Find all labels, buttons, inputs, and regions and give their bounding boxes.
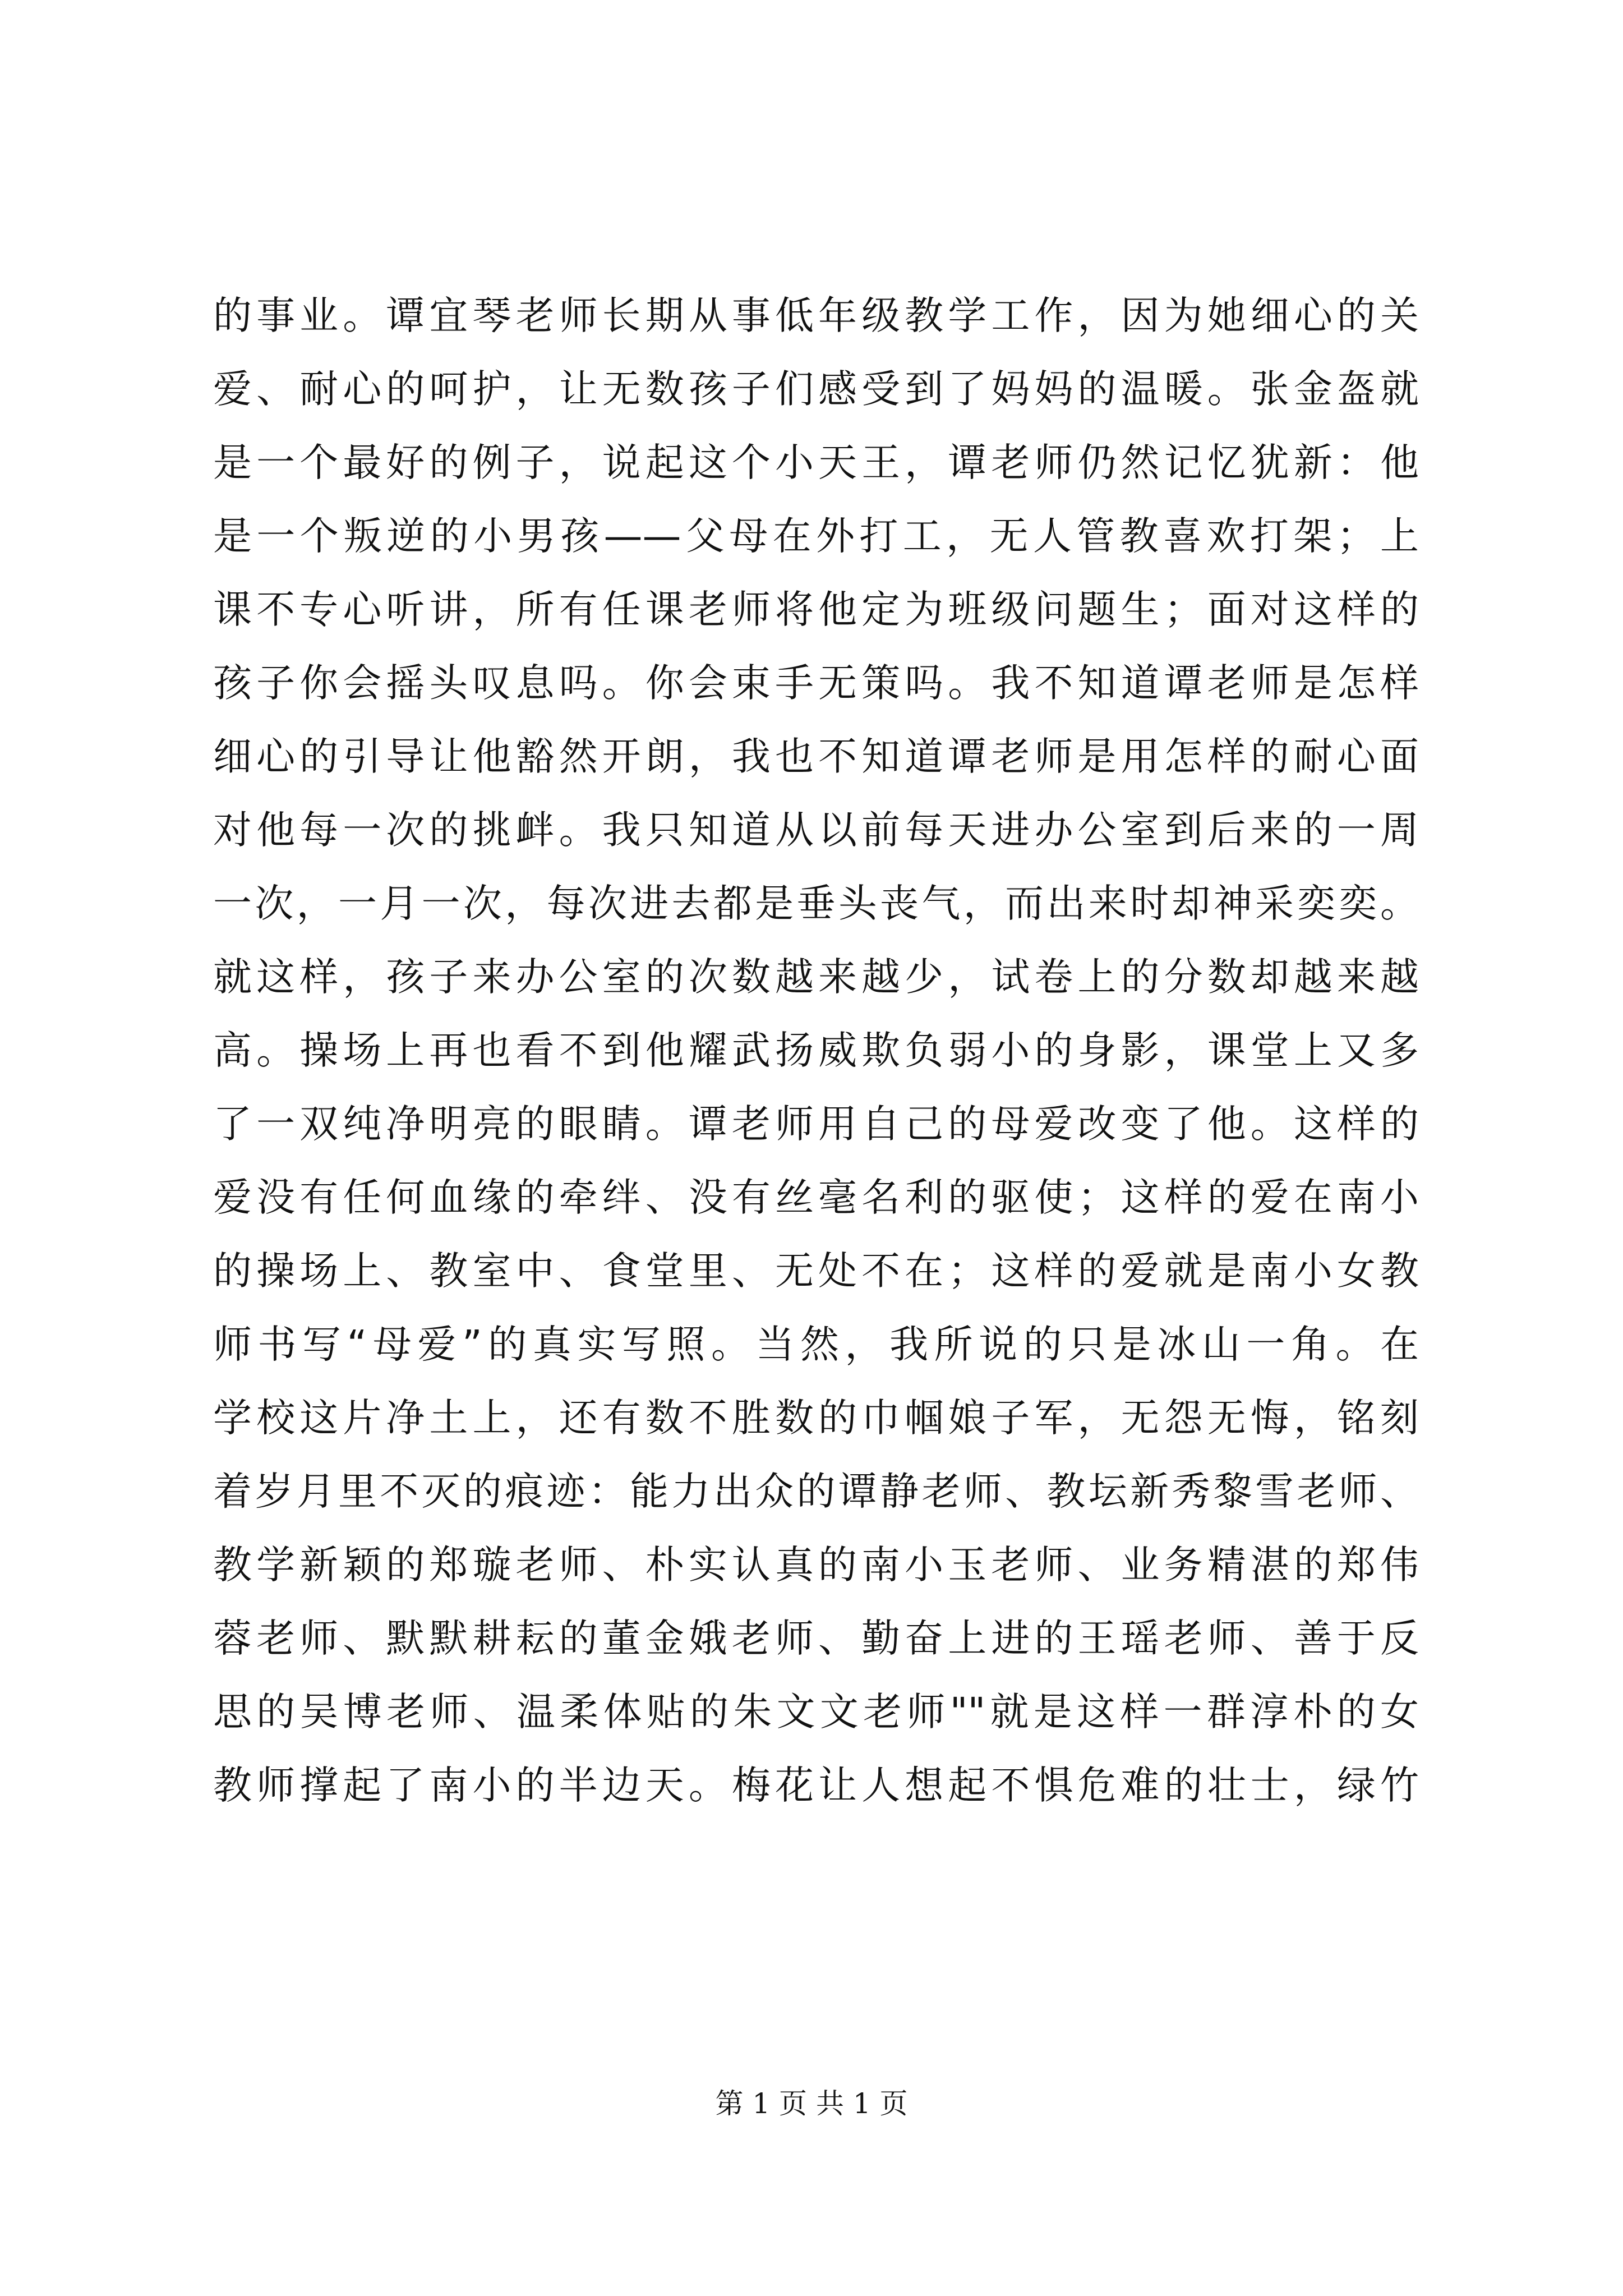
text-line: 孩子你会摇头叹息吗。你会束手无策吗。我不知道谭老师是怎样: [213, 661, 1419, 706]
text-line: 着岁月里不灭的痕迹：能力出众的谭静老师、教坛新秀黎雪老师、: [213, 1469, 1419, 1514]
text-line: 爱没有任何血缘的牵绊、没有丝毫名利的驱使；这样的爱在南小: [213, 1175, 1419, 1220]
text-line: 的事业。谭宜琴老师长期从事低年级教学工作，因为她细心的关: [213, 293, 1419, 338]
page-number-footer: 第 1 页 共 1 页: [715, 2087, 908, 2120]
text-line: 师书写“母爱”的真实写照。当然，我所说的只是冰山一角。在: [213, 1322, 1419, 1367]
text-line: 是一个叛逆的小男孩——父母在外打工，无人管教喜欢打架；上: [213, 514, 1419, 559]
text-line: 课不专心听讲，所有任课老师将他定为班级问题生；面对这样的: [213, 587, 1419, 632]
text-line: 高。操场上再也看不到他耀武扬威欺负弱小的身影，课堂上又多: [213, 1028, 1419, 1073]
text-line: 学校这片净土上，还有数不胜数的巾帼娘子军，无怨无悔，铭刻: [213, 1396, 1419, 1441]
text-line: 教学新颖的郑璇老师、朴实认真的南小玉老师、业务精湛的郑伟: [213, 1543, 1419, 1588]
text-line: 蓉老师、默默耕耘的董金娥老师、勤奋上进的王瑶老师、善于反: [213, 1616, 1419, 1661]
text-line: 了一双纯净明亮的眼睛。谭老师用自己的母爱改变了他。这样的: [213, 1102, 1419, 1147]
text-line: 对他每一次的挑衅。我只知道从以前每天进办公室到后来的一周: [213, 808, 1419, 853]
text-line: 的操场上、教室中、食堂里、无处不在；这样的爱就是南小女教: [213, 1249, 1419, 1294]
text-line: 是一个最好的例子，说起这个小天王，谭老师仍然记忆犹新：他: [213, 440, 1419, 485]
text-line: 一次，一月一次，每次进去都是垂头丧气，而出来时却神采奕奕。: [213, 881, 1419, 926]
body-text: [213, 279, 1419, 1823]
text-line: 就这样，孩子来办公室的次数越来越少，试卷上的分数却越来越: [213, 955, 1419, 1000]
text-line: 爱、耐心的呵护，让无数孩子们感受到了妈妈的温暖。张金盔就: [213, 367, 1419, 412]
text-line: 细心的引导让他豁然开朗，我也不知道谭老师是用怎样的耐心面: [213, 734, 1419, 779]
text-line: 思的吴博老师、温柔体贴的朱文文老师""就是这样一群淳朴的女: [213, 1690, 1419, 1734]
text-line: 教师撑起了南小的半边天。梅花让人想起不惧危难的壮士，绿竹: [213, 1763, 1419, 1808]
